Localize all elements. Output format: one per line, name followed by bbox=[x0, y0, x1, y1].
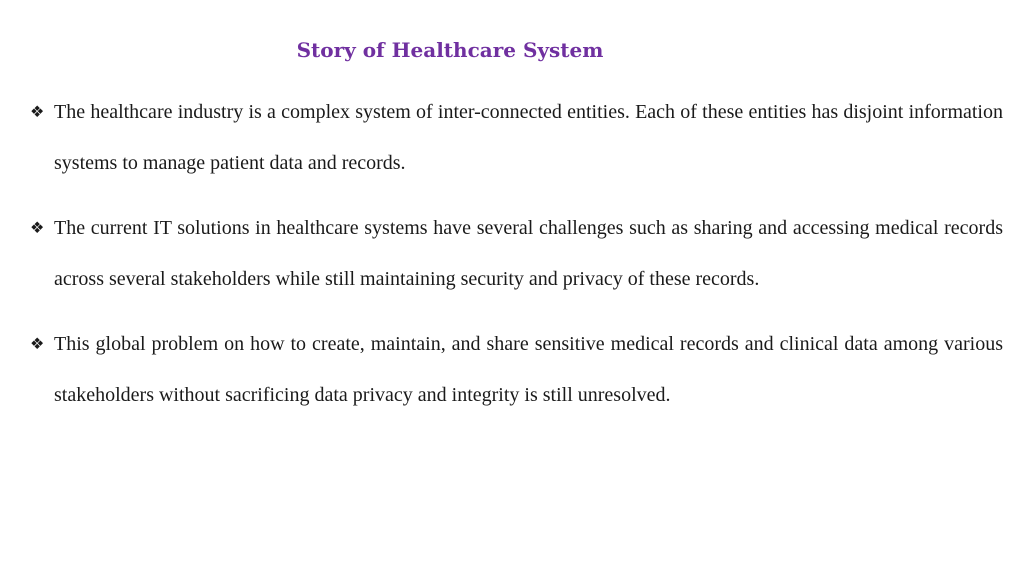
slide-title: Story of Healthcare System bbox=[296, 38, 604, 62]
bullet-item bbox=[30, 319, 1003, 421]
bullet-text: The healthcare industry is a complex system of inter-connected entities. Each of these entities has disjoint information systems to manage patient data and records. bbox=[54, 101, 1003, 174]
bullet-text: The current IT solutions in healthcare systems have several challenges such as sharing and accessing medical records across several stakeholders while still maintaining security and privacy of these records. bbox=[54, 217, 1003, 290]
bullet-item bbox=[30, 87, 1003, 189]
bullet-list bbox=[30, 87, 1003, 435]
bullet-item bbox=[30, 203, 1003, 305]
bullet-text: This global problem on how to create, maintain, and share sensitive medical records and clinical data among various stakeholders without sacrificing data privacy and integrity is still unresolved. bbox=[54, 333, 1003, 406]
diamond-bullet-icon: ❖ bbox=[30, 104, 45, 121]
diamond-bullet-icon: ❖ bbox=[30, 336, 45, 353]
diamond-bullet-icon: ❖ bbox=[30, 220, 45, 237]
